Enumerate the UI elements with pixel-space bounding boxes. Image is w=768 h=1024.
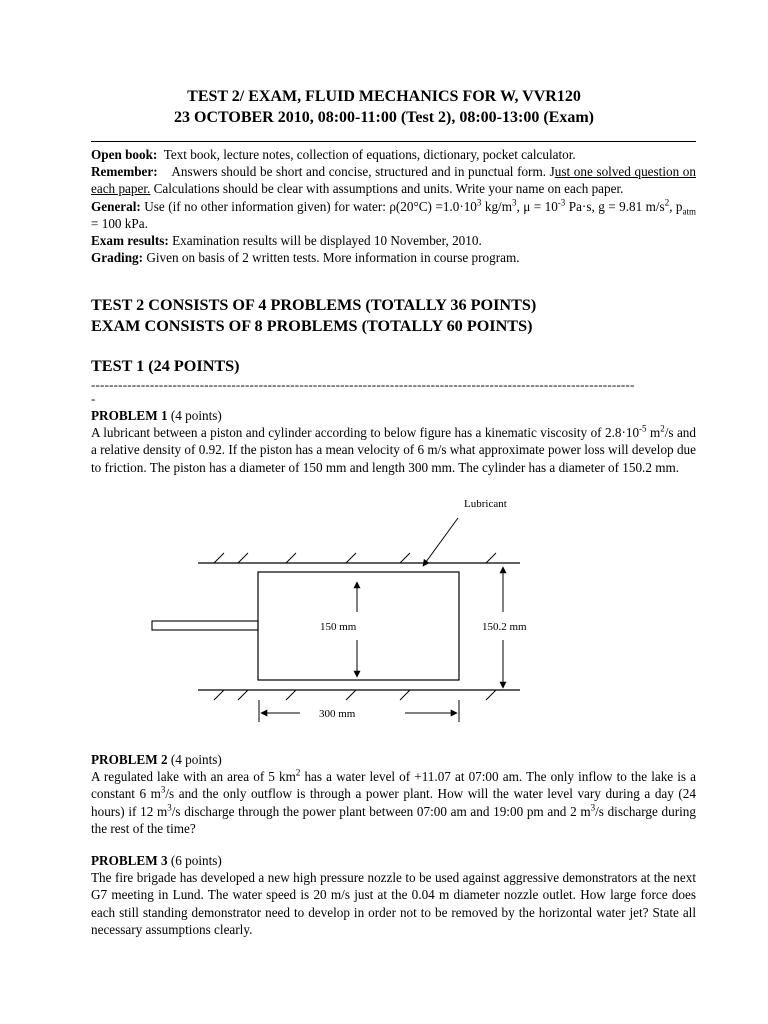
general-exp: 3 xyxy=(476,197,482,208)
general-text: , p xyxy=(669,198,683,214)
general-sub: atm xyxy=(682,206,697,217)
length-label: 300 mm xyxy=(319,708,356,720)
remember-label: Remember: xyxy=(91,164,158,180)
problem-1-text-part: A lubricant between a piston and cylinder according to below figure has a kinematic viscosity of 2.8·10 xyxy=(91,425,640,441)
remember-underlined-text: ust one solved question on each paper. xyxy=(91,164,696,197)
problem-1-text-part: /s and a relative density of 0.92. If the piston has a mean velocity of 6 m/s what approximate power loss will develop due to friction. The piston has a diameter of 150 mm and length 300 mm. The cylinder has a diameter of 150.2 mm. xyxy=(91,425,696,475)
piston xyxy=(258,572,459,680)
problem-3-text: The fire brigade has developed a new high pressure nozzle to be used against aggressive demonstrators at the next G7 meeting in Lund. The water speed is 20 m/s just at the 0.04 m diameter nozzle outlet. How large force does each still standing demonstrator need to develop in order not to be removed by the horizontal water jet? State all necessary assumptions clearly. xyxy=(91,870,696,937)
cylinder-diameter-label: 150.2 mm xyxy=(482,621,527,633)
problem-2-exp: 3 xyxy=(590,802,596,813)
dashed-separator: ------------------------------------------------------------------------------------------------------------------------ xyxy=(91,378,635,391)
problem-2-text-part: has a water level of +11.07 at 07:00 am. The only inflow to the lake is a constant 6 m xyxy=(91,769,696,802)
general-exp: 3 xyxy=(511,197,517,208)
general-text: kg/m xyxy=(481,198,512,214)
problem-2-points: (4 points) xyxy=(170,752,222,767)
top-wall-hatching xyxy=(214,553,496,563)
problem-1-points: (4 points) xyxy=(170,408,222,423)
problem-1-title: PROBLEM 1 xyxy=(91,408,168,423)
general-exp: 2 xyxy=(664,197,670,208)
grading-label: Grading: xyxy=(91,250,144,266)
general-text: , μ = 10 xyxy=(516,198,558,214)
grading-text: Given on basis of 2 written tests. More information in course program. xyxy=(146,250,520,266)
bottom-wall-hatching xyxy=(214,690,496,700)
problem-2-exp: 3 xyxy=(160,785,166,796)
problem-3-title: PROBLEM 3 xyxy=(91,853,168,868)
general-text: = 100 kPa. xyxy=(91,215,148,231)
remember-text-end: Calculations should be clear with assumptions and units. Write your name on each paper. xyxy=(150,181,624,197)
problem-1-exp: -5 xyxy=(639,423,647,434)
general-label: General: xyxy=(91,198,141,214)
test2-heading: TEST 2 CONSISTS OF 4 PROBLEMS (TOTALLY 36 POINTS) xyxy=(91,296,537,314)
exam-results-label: Exam results: xyxy=(91,233,169,249)
problem-2-text xyxy=(91,768,696,837)
general-exp: -3 xyxy=(557,197,566,208)
lubricant-label: Lubricant xyxy=(464,498,507,510)
problem-1-exp: 2 xyxy=(660,423,665,434)
problem-2-text-part: A regulated lake with an area of 5 km xyxy=(91,769,296,785)
open-book-label: Open book: xyxy=(91,147,158,162)
exam-results-text: Examination results will be displayed 10 November, 2010. xyxy=(172,233,482,249)
lubricant-arrow xyxy=(423,518,458,566)
piston-diameter-label: 150 mm xyxy=(320,621,357,633)
dashed-separator-tail: - xyxy=(91,392,96,405)
test1-heading: TEST 1 (24 POINTS) xyxy=(91,357,240,375)
problem-2-exp: 2 xyxy=(295,767,301,778)
problem-2-exp: 3 xyxy=(167,802,172,813)
exam-heading: EXAM CONSISTS OF 8 PROBLEMS (TOTALLY 60 POINTS) xyxy=(91,317,533,335)
exam-title-line-2: 23 OCTOBER 2010, 08:00-11:00 (Test 2), 08:00-13:00 (Exam) xyxy=(174,109,594,126)
problem-2-text-part: /s and the only outflow is through a power plant. How will the water level vary during a day (24 hours) if 12 m xyxy=(91,786,696,819)
piston-rod xyxy=(152,621,258,630)
general-text: Use (if no other information given) for water: ρ(20°C) =1.0·10 xyxy=(144,198,477,214)
problem-2-text-part: /s discharge through the power plant between 07:00 am and 19:00 pm and 2 m xyxy=(171,803,591,819)
problem-1-text-part: m xyxy=(646,425,661,441)
general-text: Pa·s, g = 9.81 m/s xyxy=(565,198,665,214)
problem-3-points: (6 points) xyxy=(170,853,222,868)
problem-3 xyxy=(91,852,696,938)
problem-2 xyxy=(91,751,696,837)
problem-2-text-part: /s discharge during the rest of the time? xyxy=(91,803,696,836)
remember-text: Answers should be short and concise, structured and in punctual form. J xyxy=(171,164,555,180)
exam-title-line-1: TEST 2/ EXAM, FLUID MECHANICS FOR W, VVR120 xyxy=(187,88,581,105)
problem-2-title: PROBLEM 2 xyxy=(91,752,168,767)
open-book-text: Text book, lecture notes, collection of equations, dictionary, pocket calculator. xyxy=(163,147,576,162)
